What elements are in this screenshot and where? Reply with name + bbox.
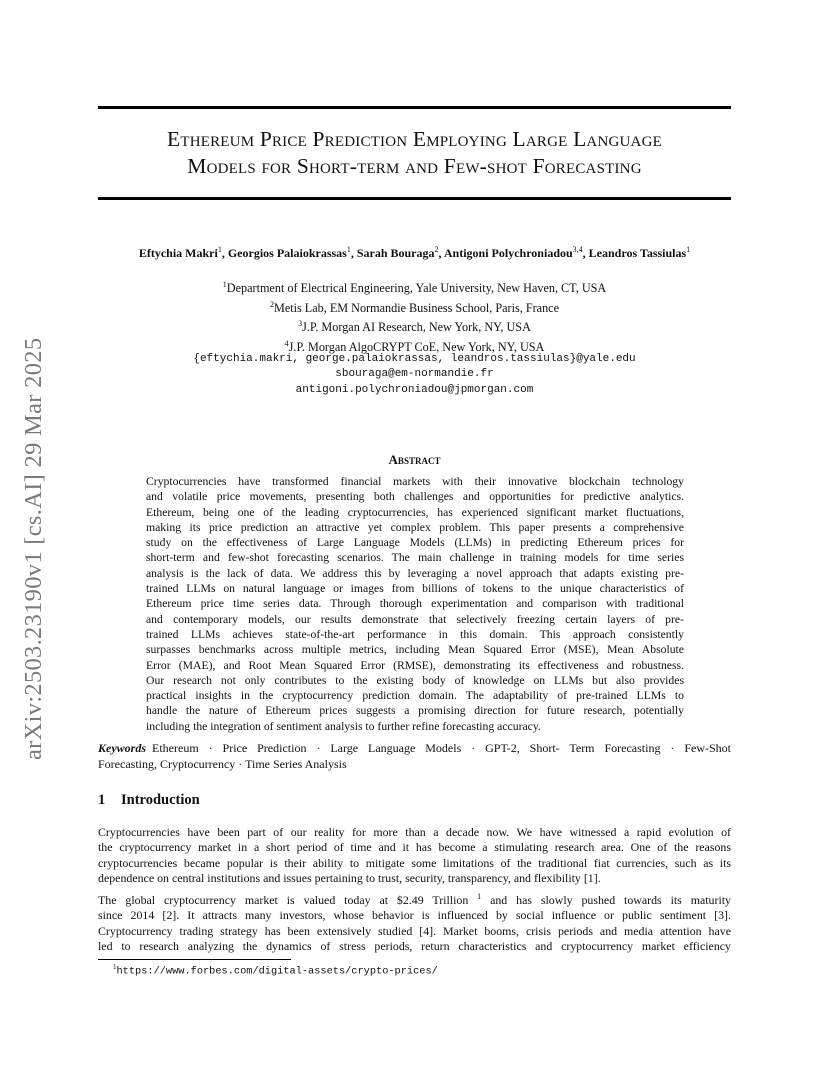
abstract-line: trained LLMs achieves state-of-the-art performance in this domain. This approach consistently xyxy=(146,627,684,641)
footnote-url-link[interactable]: https://www.forbes.com/digital-assets/crypto-prices/ xyxy=(116,965,438,978)
keywords-line xyxy=(98,741,731,757)
paragraph-text: and has slowly pushed towards its maturity xyxy=(481,893,731,907)
author-affiliation-mark: 1 xyxy=(346,245,351,254)
affiliation-text: Metis Lab, EM Normandie Business School, Paris, France xyxy=(273,300,559,315)
abstract-line: trained LLMs on natural language or images from billions of tokens to the unique characteristics of xyxy=(146,582,684,596)
footnote-divider xyxy=(98,959,291,960)
affiliation-item xyxy=(98,316,731,336)
keywords-line: Forecasting, Cryptocurrency · Time Series Analysis xyxy=(98,756,347,771)
abstract-heading: Abstract xyxy=(388,452,441,467)
abstract-line: Cryptocurrencies have transformed financial markets with their innovative blockchain technology xyxy=(146,475,684,488)
footnote xyxy=(113,963,438,977)
abstract-line: and volatile price movements, presenting both challenges and opportunities for predictive analytics. xyxy=(146,490,684,504)
keywords-text: Ethereum · Price Prediction · Large Language Models · GPT-2, Short- Term Forecasting · Few-Shot xyxy=(152,741,731,755)
abstract-line: analysis is the lack of data. We address this by leveraging a novel approach that adapts existing pre- xyxy=(146,566,684,580)
author-list: Eftychia Makri$^1$, Georgios Palaiokrassas$^1$, Sarah Bouraga$^2$, Antigoni Polychroniadou$^{3,4}$, Leandros Tassiulas$^1$ xyxy=(138,245,691,260)
paragraph-line: cryptocurrencies became popular is their ability to mitigate some limitations of the traditional fiat currencies, such as its xyxy=(98,855,731,870)
keywords-block xyxy=(98,741,731,772)
abstract-line: surpasses benchmarks across multiple metrics, including Mean Squared Error (MSE), Mean Absolute xyxy=(146,643,684,657)
author-name: Antigoni Polychroniadou xyxy=(443,246,573,260)
intro-paragraph-1 xyxy=(98,825,731,886)
affiliation-number: 2 xyxy=(269,299,274,309)
email-line: antigoni.polychroniadou@jpmorgan.com xyxy=(295,383,534,396)
paragraph-line: led to research analyzing the dynamics of stress periods, return characteristics and cryptocurrency market efficiency xyxy=(98,938,731,953)
paragraph-line: dependence on central institutions and issues pertaining to trust, security, transparency, and flexibility [1]. xyxy=(98,870,601,885)
paragraph-line: Cryptocurrency trading strategy has been extensively studied [4]. Market booms, crisis periods and media attention have xyxy=(98,923,731,938)
affiliation-number: 3 xyxy=(298,319,303,329)
author-name: Leandros Tassiulas xyxy=(588,246,687,260)
paragraph-line xyxy=(98,893,731,908)
abstract-line: practical insights in the cryptocurrency prediction domain. The adaptability of pre-trained LLMs to xyxy=(146,689,684,703)
title-bottom-rule xyxy=(98,197,731,200)
email-line: {eftychia.makri, george.palaiokrassas, leandros.tassiulas}@yale.edu xyxy=(193,353,636,365)
abstract-line: and contemporary models, our results demonstrate that selectively freezing certain layers of pre- xyxy=(146,612,684,626)
title-line-2: Models for Short-term and Few-shot Forecasting xyxy=(187,154,642,178)
affiliation-number: 1 xyxy=(222,280,227,289)
affiliation-item xyxy=(98,297,731,317)
affiliation-text: J.P. Morgan AlgoCRYPT CoE, New York, NY, USA xyxy=(288,339,545,354)
abstract-line: Ethereum price time series data. Through thorough experimentation and comparison with traditional xyxy=(146,597,684,611)
abstract-line: short-term and few-shot forecasting scenarios. The main challenge in training models for time series xyxy=(146,551,684,565)
affiliation-item xyxy=(98,277,731,297)
arxiv-identifier-stamp: arXiv:2503.23190v1 [cs.AI] 29 Mar 2025 xyxy=(20,337,47,760)
abstract-line: Ethereum, being one of the leading cryptocurrencies, has experienced significant market fluctuations, xyxy=(146,505,684,519)
affiliation-number: 4 xyxy=(284,338,289,348)
abstract-line: Our research not only contributes to the existing body of knowledge on LLMs but also provides xyxy=(146,673,684,687)
author-name: Eftychia Makri xyxy=(138,246,218,260)
paragraph-line: Cryptocurrencies have been part of our reality for more than a decade now. We have witnessed a rapid evolution of xyxy=(98,825,731,839)
section-number: 1 xyxy=(98,792,106,808)
intro-paragraph-2 xyxy=(98,893,731,954)
keywords-label: Keywords xyxy=(98,741,146,755)
abstract-line: Error (MAE), and Root Mean Squared Error (RMSE), demonstrating its effectiveness and robustness. xyxy=(146,658,684,672)
abstract-line: including the integration of sentiment analysis to further refine forecasting accuracy. xyxy=(146,719,541,733)
author-name: Sarah Bouraga xyxy=(356,246,435,260)
footnote-number: 1 xyxy=(113,963,117,971)
author-affiliation-mark: 3,4 xyxy=(572,245,583,254)
paragraph-line: since 2014 [2]. It attracts many investors, whose behavior is influenced by social influence or public sentiment [3]. xyxy=(98,908,731,923)
affiliation-list xyxy=(98,277,731,355)
author-affiliation-mark: 1 xyxy=(686,245,691,254)
section-title: Introduction xyxy=(121,792,200,808)
paper-title xyxy=(98,126,731,180)
author-affiliation-mark: 1 xyxy=(217,245,222,254)
author-emails xyxy=(98,352,731,398)
abstract-body xyxy=(146,474,684,734)
author-affiliation-mark: 2 xyxy=(434,245,439,254)
affiliation-text: J.P. Morgan AI Research, New York, NY, USA xyxy=(302,320,531,335)
author-name: Georgios Palaiokrassas xyxy=(227,246,347,260)
section-heading-introduction xyxy=(98,792,200,809)
paragraph-text: The global cryptocurrency market is valued today at $2.49 Trillion xyxy=(98,893,478,907)
title-line-1: Ethereum Price Prediction Employing Large Language xyxy=(167,127,662,151)
footnote-marker[interactable]: 1 xyxy=(477,892,482,902)
paragraph-line: the cryptocurrency market in a short period of time and it has become a stimulating research area. One of the reasons xyxy=(98,840,731,855)
abstract-line: making its price prediction an attractive yet complex problem. This paper presents a comprehensive xyxy=(146,520,684,534)
affiliation-text: Department of Electrical Engineering, Yale University, New Haven, CT, USA xyxy=(226,281,607,296)
abstract-line: study on the effectiveness of Large Language Models (LLMs) in predicting Ethereum prices for xyxy=(146,536,684,550)
abstract-line: handle the nature of Ethereum prices suggests a promising direction for future research, potentially xyxy=(146,704,684,718)
email-line: sbouraga@em-normandie.fr xyxy=(335,368,494,381)
title-top-rule xyxy=(98,106,731,109)
